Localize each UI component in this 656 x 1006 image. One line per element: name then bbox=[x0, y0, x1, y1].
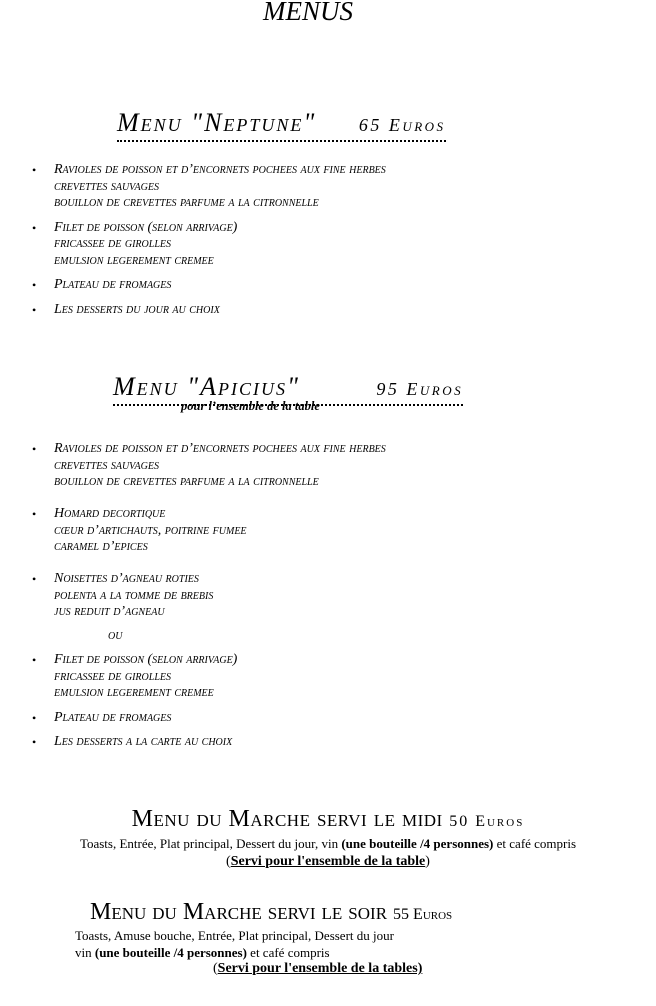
bullet-icon: • bbox=[32, 278, 37, 292]
menu-item bbox=[32, 571, 632, 621]
menu-marche-soir-desc-line2 bbox=[75, 944, 330, 961]
menu-item bbox=[32, 162, 632, 212]
menu-item-title: Plateau de fromages bbox=[54, 709, 172, 725]
menu-apicius-or: ou bbox=[108, 628, 123, 643]
menu-item bbox=[32, 220, 632, 270]
menu-apicius-subtitle: pour l’ensemble de la table bbox=[181, 399, 320, 413]
menu-item bbox=[32, 277, 632, 294]
menu-marche-soir bbox=[90, 899, 610, 926]
menu-marche-midi-desc-bold: (une bouteille /4 personnes) bbox=[341, 836, 494, 851]
menu-item-title: Plateau de fromages bbox=[54, 277, 172, 292]
menu-marche-midi-description bbox=[0, 835, 656, 852]
note-open-paren: ( bbox=[213, 961, 218, 976]
menu-marche-midi-heading bbox=[0, 806, 656, 833]
menu-item bbox=[32, 734, 632, 751]
menu-marche-soir-note-text: Servi pour l'ensemble de la tables) bbox=[217, 961, 423, 976]
menu-marche-midi-desc-end: et café compris bbox=[493, 836, 577, 851]
bullet-icon: • bbox=[32, 507, 37, 521]
menu-item bbox=[32, 710, 632, 727]
menu-apicius-name: Menu "Apicius" bbox=[113, 372, 300, 401]
menu-apicius-price: 95 Euros bbox=[376, 379, 464, 399]
menu-item-detail: bouillon de crevettes parfume a la citronnelle bbox=[54, 474, 319, 489]
bullet-icon: • bbox=[32, 653, 37, 667]
menu-apicius-items-4 bbox=[32, 652, 632, 751]
menu-item-detail: polenta a la tomme de brebis bbox=[54, 587, 214, 603]
bullet-icon: • bbox=[32, 572, 37, 586]
menu-marche-midi-desc-start: Toasts, Entrée, Plat principal, Dessert du jour, vin bbox=[79, 836, 342, 851]
menu-item-detail: bouillon de crevettes parfume a la citronnelle bbox=[54, 195, 319, 210]
menu-marche-soir-price: 55 Euros bbox=[393, 906, 453, 923]
menu-marche-soir-name: Menu du Marche servi le soir bbox=[90, 899, 388, 925]
menu-apicius-items-1 bbox=[32, 441, 632, 491]
bullet-icon: • bbox=[32, 442, 37, 456]
menu-marche-midi-note-text: Servi pour l'ensemble de la table bbox=[230, 854, 426, 869]
menu-item-title: Noisettes d’agneau roties bbox=[54, 571, 199, 586]
menu-item-title: Filet de poisson (selon arrivage) bbox=[54, 652, 238, 667]
menu-marche-midi-note bbox=[0, 853, 656, 870]
menu-item-detail: emulsion legerement cremee bbox=[54, 252, 214, 268]
menu-apicius-items-2 bbox=[32, 506, 632, 556]
menu-marche-midi-price: 50 Euros bbox=[449, 813, 525, 830]
bullet-icon: • bbox=[32, 220, 37, 235]
note-close-paren: ) bbox=[425, 854, 430, 869]
menu-marche-soir-desc-start: vin bbox=[75, 945, 95, 960]
menu-item-detail: fricassee de girolles bbox=[54, 236, 171, 251]
menu-neptune-items bbox=[32, 162, 632, 318]
menu-item-detail: fricassee de girolles bbox=[54, 668, 171, 684]
menu-marche-soir-heading bbox=[90, 899, 610, 926]
menu-item bbox=[32, 652, 632, 702]
menu-neptune-heading bbox=[117, 108, 446, 142]
menu-item-title: Les desserts a la carte au choix bbox=[54, 734, 233, 749]
menu-item bbox=[32, 506, 632, 556]
menu-item-detail: cœur d’artichauts, poitrine fumee bbox=[54, 522, 247, 538]
note-open-paren: ( bbox=[226, 854, 231, 869]
menu-marche-midi-name: Menu du Marche servi le midi bbox=[131, 806, 443, 832]
menu-marche-soir-desc-bold: (une bouteille /4 personnes) bbox=[94, 945, 247, 960]
menu-marche-soir-note bbox=[213, 960, 422, 977]
menu-neptune-name: Menu "Neptune" bbox=[117, 108, 317, 137]
menu-marche-soir-desc-line1: Toasts, Amuse bouche, Entrée, Plat principal, Dessert du jour bbox=[75, 928, 394, 943]
menu-item-detail: caramel d’epices bbox=[54, 539, 148, 554]
menu-item-title: Filet de poisson (selon arrivage) bbox=[54, 219, 238, 235]
menu-item bbox=[32, 302, 632, 319]
menu-item-detail: crevettes sauvages bbox=[54, 178, 159, 194]
menu-item-detail: jus reduit d’agneau bbox=[54, 604, 165, 619]
menu-marche-midi bbox=[0, 806, 656, 870]
menu-item-detail: emulsion legerement cremee bbox=[54, 685, 214, 700]
bullet-icon: • bbox=[32, 735, 37, 749]
menu-item bbox=[32, 441, 632, 491]
menu-item-title: Ravioles de poisson et d’encornets pochees aux fine herbes bbox=[54, 441, 386, 456]
menu-marche-soir-desc-end: et café compris bbox=[246, 945, 330, 960]
menu-item-title: Les desserts du jour au choix bbox=[54, 301, 220, 317]
menu-neptune-price: 65 Euros bbox=[358, 115, 446, 135]
menu-item-detail: crevettes sauvages bbox=[54, 457, 159, 473]
bullet-icon: • bbox=[32, 163, 37, 177]
menu-apicius-items-3 bbox=[32, 571, 632, 621]
bullet-icon: • bbox=[32, 302, 37, 317]
page-title: MENUS bbox=[263, 0, 353, 26]
menu-item-title: Homard decortique bbox=[54, 506, 166, 521]
bullet-icon: • bbox=[32, 710, 37, 725]
menu-item-title: Ravioles de poisson et d’encornets pochees aux fine herbes bbox=[54, 162, 386, 177]
